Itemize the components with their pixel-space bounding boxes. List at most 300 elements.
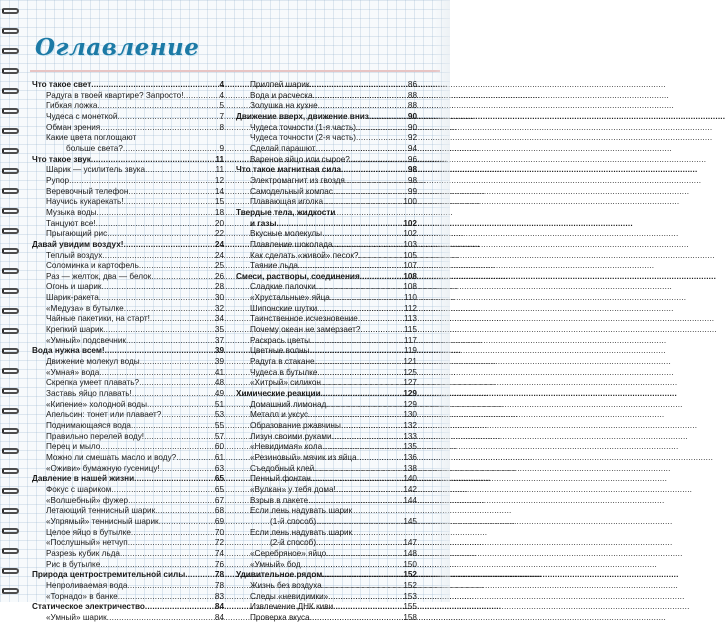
toc-entry-title: Целое яйцо в бутылке — [46, 527, 131, 537]
toc-section-heading — [32, 346, 224, 357]
toc-entry — [236, 421, 417, 432]
dot-leader — [147, 400, 215, 411]
dot-leader — [185, 570, 215, 581]
dot-leader — [350, 155, 408, 166]
toc-entry — [236, 91, 417, 102]
binding-ring — [2, 548, 19, 554]
toc-page-number: 78 — [214, 570, 224, 580]
binding-ring — [2, 288, 19, 294]
toc-entry-title: Фокус с шариком — [46, 484, 112, 494]
toc-page-number: 15 — [214, 197, 224, 207]
dot-leader — [341, 421, 403, 432]
title-underline — [30, 70, 440, 72]
toc-entry — [32, 165, 224, 176]
dot-leader — [160, 464, 215, 475]
toc-section-heading — [236, 219, 417, 230]
toc-entry — [236, 613, 417, 623]
dot-leader — [99, 368, 215, 379]
toc-page-number: 61 — [214, 452, 224, 462]
toc-entry-title: Гибкая ложка — [46, 101, 98, 111]
toc-page-number: 39 — [214, 357, 224, 367]
dot-leader — [102, 251, 215, 262]
toc-page-number: 96 — [407, 154, 417, 164]
toc-page-number: 18 — [214, 207, 224, 217]
toc-page-number: 158 — [403, 612, 417, 622]
toc-entry-title: Природа центростремительной силы — [32, 570, 186, 580]
toc-entry-title: (1-й способ) — [270, 516, 317, 526]
toc-entry — [236, 176, 417, 187]
dot-leader — [140, 357, 215, 368]
binding-ring — [2, 128, 19, 134]
toc-entry-title: Теплый воздух — [46, 250, 103, 260]
dot-leader — [103, 325, 215, 336]
toc-entry — [32, 219, 224, 230]
dot-leader — [358, 314, 404, 325]
dot-leader — [336, 485, 404, 496]
toc-entry — [236, 282, 417, 293]
toc-entry — [32, 187, 224, 198]
toc-entry-title: «Умный» бод — [250, 559, 301, 569]
toc-entry — [32, 496, 224, 507]
toc-entry — [32, 176, 224, 187]
toc-entry-title: Что такое магнитная сила — [236, 165, 342, 175]
toc-entry — [32, 229, 224, 240]
toc-entry — [236, 251, 417, 262]
toc-entry-title: «Хрустальные» яйца — [250, 293, 330, 303]
dot-leader — [69, 176, 215, 187]
toc-entry — [32, 549, 224, 560]
toc-page-number: 100 — [403, 197, 417, 207]
toc-entry-title: и газы — [250, 218, 277, 228]
dot-leader — [124, 197, 215, 208]
toc-entry-title: Непроливаемая вода — [46, 580, 128, 590]
dot-leader — [308, 410, 403, 421]
toc-page-number: 11 — [215, 154, 224, 164]
toc-entry-title: Химические реакции — [236, 389, 321, 399]
dot-leader — [159, 517, 215, 528]
dot-leader — [323, 197, 403, 208]
toc-entry-title: Лизун своими руками — [250, 431, 332, 441]
toc-entry — [32, 528, 224, 539]
binding-ring — [2, 508, 19, 514]
toc-entry-title: Поднимающаяся вода — [46, 421, 131, 430]
toc-page-number: 125 — [403, 367, 417, 377]
binding-ring — [2, 428, 19, 434]
toc-page-number: 144 — [403, 495, 417, 505]
toc-entry — [236, 549, 417, 560]
toc-entry-title: Шарик-ракета — [46, 293, 99, 303]
toc-entry-title: Радуга в стакане — [250, 357, 315, 367]
toc-entry — [32, 592, 224, 603]
toc-entry-title: «Хитрый» силикон — [250, 378, 321, 388]
toc-entry-title: Движение молекул воды — [46, 357, 140, 367]
dot-leader — [276, 219, 403, 230]
toc-page-number: 140 — [403, 474, 417, 484]
toc-entry-title: Давление в нашей жизни — [32, 474, 135, 484]
toc-entry — [32, 133, 224, 144]
toc-entry — [32, 293, 224, 304]
toc-entry-title: Как сделать «живой» песок? — [250, 250, 359, 260]
page-edge-shade — [434, 0, 450, 602]
toc-page-number: 148 — [403, 548, 417, 558]
toc-entry — [236, 357, 417, 368]
toc-page-number: 67 — [214, 495, 224, 505]
toc-section-heading — [32, 602, 224, 613]
toc-entry-title: Раскрась цветы — [250, 335, 311, 345]
toc-entry — [32, 506, 224, 517]
toc-page-number: 69 — [214, 516, 224, 526]
binding-ring — [2, 248, 19, 254]
toc-entry — [236, 133, 417, 144]
toc-entry-title: Взрыв в пакете — [250, 495, 309, 505]
dot-leader — [333, 602, 403, 613]
dot-leader — [309, 80, 407, 91]
dot-leader — [107, 229, 215, 240]
toc-entry-title: Пенный фонтан — [250, 474, 311, 484]
toc-entry-title: Скрепка умеет плавать? — [46, 378, 140, 388]
toc-entry-title: Золушка на кухне — [250, 101, 318, 111]
toc-page-number: 57 — [214, 431, 224, 441]
dot-leader — [145, 602, 215, 613]
toc-entry — [236, 187, 417, 198]
toc-entry — [32, 368, 224, 379]
toc-entry-title: Обман зрения — [46, 122, 101, 132]
toc-entry — [236, 229, 417, 240]
toc-page-number: 22 — [214, 229, 224, 239]
toc-page-number: 99 — [407, 186, 417, 196]
dot-leader — [316, 282, 404, 293]
toc-page-number: 30 — [214, 293, 224, 303]
toc-page-number: 68 — [214, 506, 224, 516]
toc-page-number: 51 — [214, 399, 224, 409]
binding-ring — [2, 148, 19, 154]
toc-entry — [236, 453, 417, 464]
toc-page-number: 119 — [403, 346, 417, 356]
dot-leader — [183, 91, 219, 102]
toc-entry — [32, 325, 224, 336]
dot-leader — [341, 165, 408, 176]
binding-ring — [2, 8, 19, 14]
toc-entry — [32, 336, 224, 347]
toc-entry-title: «Умная» вода — [46, 367, 100, 377]
binding-ring — [2, 528, 19, 534]
toc-entry — [236, 123, 417, 134]
toc-entry-title: Таинственное исчезновение — [250, 314, 358, 324]
toc-entry-title: «Послушный» нетчуп — [46, 538, 128, 548]
dot-leader — [357, 453, 404, 464]
toc-entry-title: Научись кукарекать! — [46, 197, 124, 207]
toc-section-heading — [32, 240, 224, 251]
dot-leader — [361, 325, 404, 336]
toc-page-number: 78 — [214, 580, 224, 590]
dot-leader — [131, 528, 215, 539]
toc-page-number: 9 — [219, 143, 224, 153]
toc-entry-title: Рупор — [46, 175, 70, 185]
toc-page-number: 28 — [214, 282, 224, 292]
toc-entry-title: «Вулкан» у тебя дома! — [250, 484, 336, 494]
toc-page-number: 34 — [214, 314, 224, 324]
dot-leader — [145, 165, 215, 176]
dot-leader — [139, 378, 215, 389]
toc-entry-title: Летающий теннисный шарик — [46, 506, 156, 516]
dot-leader — [91, 80, 219, 91]
toc-page-number: 147 — [403, 538, 417, 548]
toc-entry-title: Вода и расческа — [250, 90, 313, 100]
dot-leader — [127, 581, 214, 592]
toc-entry-title: Твердые тела, жидкости — [236, 207, 336, 217]
toc-entry-title: Огонь и шарик — [46, 282, 102, 292]
toc-page-number: 145 — [403, 516, 417, 526]
toc-entry — [32, 560, 224, 571]
toc-entry-title: Чудеса в бутылке — [250, 367, 318, 377]
dot-leader — [333, 187, 408, 198]
toc-page-number: 86 — [407, 80, 417, 89]
toc-entry-title: Шарик — усилитель звука — [46, 165, 146, 175]
dot-leader — [309, 346, 404, 357]
toc-page-number: 49 — [214, 389, 224, 399]
toc-entry — [236, 442, 417, 453]
toc-entry — [32, 197, 224, 208]
toc-entry — [236, 592, 417, 603]
toc-entry-title: «Умный» шарик — [46, 612, 107, 622]
dot-leader — [308, 496, 403, 507]
toc-entry-title: Шипонские шутки — [250, 303, 318, 313]
toc-entry — [32, 464, 224, 475]
dot-leader — [123, 144, 220, 155]
toc-entry — [32, 112, 224, 123]
toc-page-number: 130 — [403, 410, 417, 420]
toc-entry — [236, 197, 417, 208]
dot-leader — [317, 368, 403, 379]
toc-page-number: 113 — [403, 314, 417, 324]
dot-leader — [107, 613, 215, 623]
binding-ring — [2, 68, 19, 74]
toc-page-number: 117 — [403, 335, 417, 345]
toc-page-number: 94 — [407, 143, 417, 153]
toc-entry — [32, 517, 224, 528]
dot-leader — [97, 101, 219, 112]
toc-section-heading — [32, 474, 224, 485]
toc-entry-title: Электромагнит из гвоздя — [250, 175, 345, 185]
toc-page-number: 102 — [403, 218, 417, 228]
toc-page-number: 55 — [214, 421, 224, 430]
toc-entry — [236, 368, 417, 379]
toc-entry-title: «Упрямый» теннисный шарик — [46, 516, 159, 526]
toc-page-number: 70 — [214, 527, 224, 537]
toc-entry-title: Раз — желток, два — белок — [46, 271, 152, 281]
binding-ring — [2, 308, 19, 314]
toc-entry — [32, 378, 224, 389]
toc-entry-title: Плавающая иголка — [250, 197, 324, 207]
toc-page-number: 65 — [214, 484, 224, 494]
dot-leader — [356, 133, 408, 144]
toc-section-heading — [236, 570, 417, 581]
binding-ring — [2, 568, 19, 574]
toc-page-number: 115 — [403, 325, 417, 335]
dot-leader — [313, 91, 408, 102]
toc-entry-title: Самодельный компас — [250, 186, 333, 196]
toc-entry-title: Проверка вкуса — [250, 612, 310, 622]
toc-page-number: 72 — [214, 538, 224, 548]
dot-leader — [316, 517, 403, 528]
toc-entry-title: Чудеса точности (1-я часть) — [250, 122, 356, 132]
toc-entry — [236, 144, 417, 155]
dot-leader — [358, 251, 403, 262]
toc-entry-title: Следы «невидимки» — [250, 591, 329, 601]
toc-page-number: 60 — [214, 442, 224, 452]
toc-entry — [32, 453, 224, 464]
dot-leader — [317, 304, 404, 315]
toc-entry-title: Цветные волны — [250, 346, 310, 356]
toc-entry — [236, 581, 417, 592]
dot-leader — [118, 592, 215, 603]
toc-entry-title: Металл и уксус — [250, 410, 309, 420]
dot-leader — [91, 155, 215, 166]
toc-entry — [32, 208, 224, 219]
toc-page-number: 65 — [214, 474, 224, 484]
toc-entry — [236, 325, 417, 336]
toc-entry-title: Радуга в твоей квартире? Запросто! — [46, 90, 184, 100]
toc-page-number: 76 — [214, 559, 224, 569]
toc-page-number: 84 — [214, 612, 224, 622]
toc-entry-title: «Серебряное» яйцо — [250, 548, 327, 558]
toc-entry — [32, 123, 224, 134]
toc-page-number: 83 — [214, 591, 224, 601]
toc-entry-title: Статическое электричество — [32, 602, 145, 612]
toc-entry — [236, 80, 417, 91]
toc-page-number: 138 — [403, 463, 417, 473]
toc-entry-title: «Волшебный» фужер — [46, 495, 129, 505]
toc-page-number: 108 — [403, 271, 417, 281]
toc-entry-title: «Резиновый» мячик из яйца — [250, 452, 357, 462]
toc-page-number: 112 — [403, 303, 417, 313]
page-title: Оглавление — [35, 34, 200, 61]
toc-entry-title: Съедобный клей — [250, 463, 315, 473]
toc-entry-title: Музыка воды — [46, 207, 97, 217]
binding-ring — [2, 28, 19, 34]
binding-ring — [2, 168, 19, 174]
binding-ring — [2, 468, 19, 474]
dot-leader — [332, 432, 404, 443]
dot-leader — [100, 560, 215, 571]
binding-ring — [2, 388, 19, 394]
binding-ring — [2, 588, 19, 594]
toc-entry — [32, 314, 224, 325]
toc-entry-title: Перец и мыло — [46, 442, 101, 452]
toc-entry-title: «Медуза» в бутылке — [46, 303, 124, 313]
dot-leader — [330, 293, 404, 304]
toc-entry-title: Разрезь кубик льда — [46, 548, 120, 558]
dot-leader — [128, 496, 215, 507]
dot-leader — [128, 538, 215, 549]
dot-leader — [126, 336, 215, 347]
toc-entry — [236, 432, 417, 443]
toc-entry-title: Правильно перелей воду! — [46, 431, 145, 441]
toc-page-number: 35 — [214, 325, 224, 335]
toc-right-column — [236, 80, 417, 623]
toc-section-heading — [32, 80, 224, 91]
toc-page-number: 135 — [403, 442, 417, 452]
toc-entry-title: Почему океан не замерзает? — [250, 325, 361, 335]
toc-page-number: 98 — [407, 165, 417, 175]
dot-leader — [96, 219, 215, 230]
dot-leader — [321, 389, 404, 400]
toc-page-number: 4 — [219, 80, 224, 89]
toc-page-number: 53 — [214, 410, 224, 420]
dot-leader — [100, 442, 215, 453]
binding-ring — [2, 208, 19, 214]
toc-entry-title: «Торнадо» в банке — [46, 591, 118, 601]
toc-page-number: 48 — [214, 378, 224, 388]
binding-ring — [2, 408, 19, 414]
toc-left-column — [32, 80, 224, 623]
toc-entry-title: Соломинка и картофель — [46, 261, 139, 271]
toc-page-number: 4 — [219, 90, 224, 100]
dot-leader — [360, 272, 404, 283]
toc-entry — [32, 432, 224, 443]
toc-entry-title: «Кипение» холодной воды — [46, 399, 147, 409]
toc-entry-title: Вода нужна всем! — [32, 346, 105, 356]
toc-page-number: 84 — [214, 602, 224, 612]
dot-leader — [326, 549, 403, 560]
toc-entry-title: Движение вверх, движение вниз — [236, 111, 369, 121]
dot-leader — [132, 389, 215, 400]
toc-page-number: 24 — [214, 239, 224, 249]
toc-page-number: 88 — [407, 90, 417, 100]
toc-entry — [32, 581, 224, 592]
binding-ring — [2, 268, 19, 274]
dot-leader — [150, 314, 215, 325]
toc-entry-title: Сладкие палочки — [250, 282, 316, 292]
toc-page-number: 121 — [403, 357, 417, 367]
dot-leader — [322, 581, 404, 592]
dot-leader — [332, 240, 403, 251]
dot-leader — [311, 474, 404, 485]
dot-leader — [139, 261, 215, 272]
toc-page-number: 133 — [403, 431, 417, 441]
dot-leader — [123, 240, 214, 251]
toc-entry — [32, 442, 224, 453]
toc-entry-title: Чайные пакетики, на старт! — [46, 314, 150, 324]
dot-leader — [345, 176, 408, 187]
toc-entry — [236, 101, 417, 112]
toc-entry-title: Смеси, растворы, соединения — [236, 271, 360, 281]
toc-entry — [236, 474, 417, 485]
toc-entry — [236, 378, 417, 389]
toc-entry-title: «Оживи» бумажную гусеницу! — [46, 463, 160, 473]
toc-entry — [32, 410, 224, 421]
toc-page-number: 26 — [214, 271, 224, 281]
dot-leader — [322, 570, 403, 581]
toc-page-number: 32 — [214, 303, 224, 313]
toc-entry — [32, 400, 224, 411]
dot-leader — [315, 357, 404, 368]
toc-entry — [32, 144, 224, 155]
toc-entry-title: (2-й способ) — [270, 538, 317, 548]
dot-leader — [161, 410, 215, 421]
binding-ring — [2, 488, 19, 494]
toc-page-number: 142 — [403, 484, 417, 494]
toc-entry-title: «Невидимая» кола — [250, 442, 323, 452]
toc-entry — [236, 528, 417, 539]
toc-entry — [32, 272, 224, 283]
toc-entry-title: Крепкий шарик — [46, 325, 104, 335]
toc-page-number: 90 — [407, 111, 417, 121]
dot-leader — [101, 282, 214, 293]
toc-entry — [236, 293, 417, 304]
toc-entry — [236, 602, 417, 613]
toc-entry — [236, 304, 417, 315]
